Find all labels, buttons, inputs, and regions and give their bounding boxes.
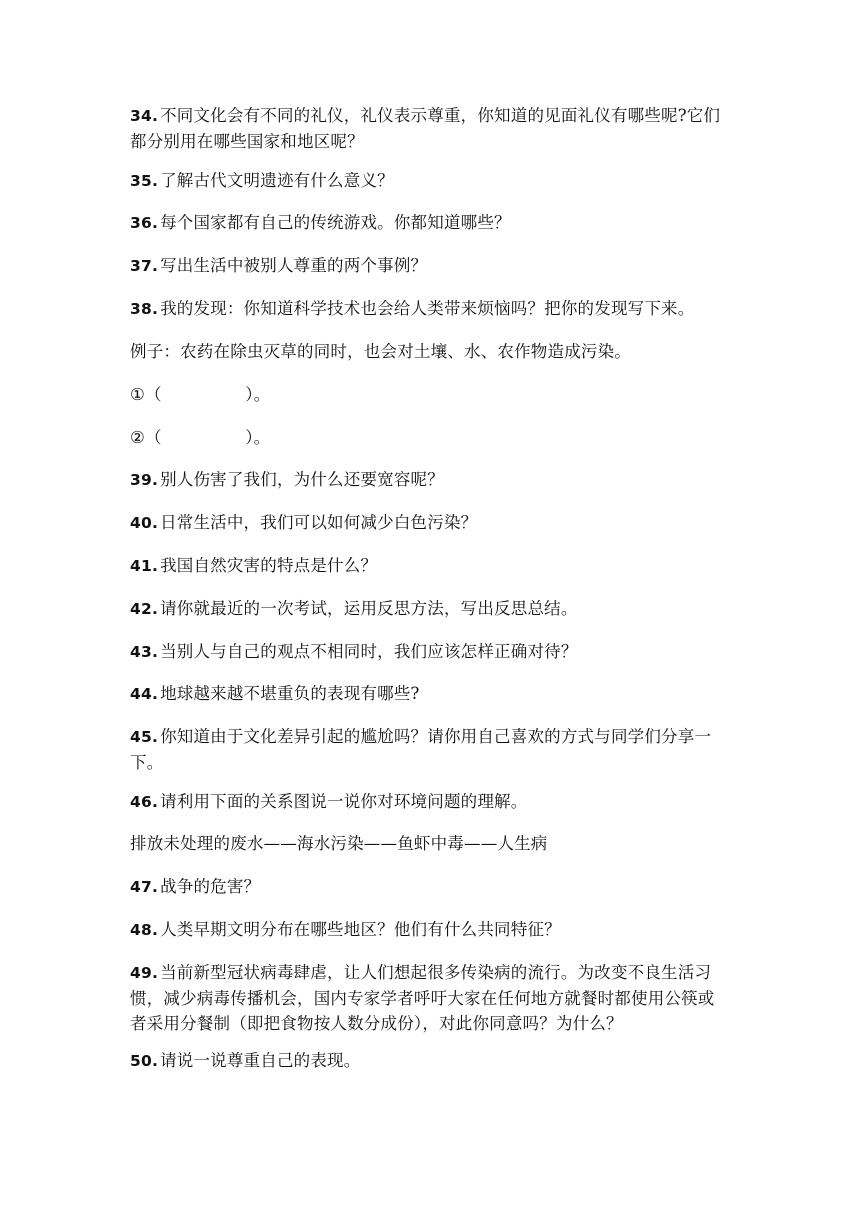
question-36 (130, 211, 730, 235)
question-text: 我国自然灾害的特点是什么？ (160, 556, 378, 575)
question-38 (130, 297, 730, 321)
q38-blank-2: ②（ ）。 (130, 428, 271, 447)
question-number: 40. (130, 514, 159, 532)
question-number: 44. (130, 685, 159, 703)
question-49 (130, 960, 730, 1036)
question-text: 写出生活中被别人尊重的两个事例？ (160, 256, 428, 275)
question-number: 36. (130, 214, 159, 232)
question-number: 35. (130, 172, 159, 190)
question-number: 34. (130, 107, 159, 125)
question-text: 别人伤害了我们，为什么还要宽容呢？ (160, 470, 444, 489)
question-number: 46. (130, 793, 159, 811)
question-45 (130, 724, 730, 775)
question-text: 战争的危害？ (160, 877, 261, 896)
question-number: 38. (130, 300, 159, 318)
question-text: 请说一说尊重自己的表现。 (160, 1051, 361, 1070)
question-42 (130, 597, 730, 621)
question-text: 我的发现：你知道科学技术也会给人类带来烦恼吗？把你的发现写下来。 (160, 299, 695, 318)
question-43 (130, 640, 730, 664)
question-text: 请你就最近的一次考试，运用反思方法，写出反思总结。 (160, 599, 578, 618)
question-text: 你知道由于文化差异引起的尴尬吗？请你用自己喜欢的方式与同学们分享一下。 (130, 727, 712, 772)
question-50 (130, 1049, 730, 1073)
question-text: 请利用下面的关系图说一说你对环境问题的理解。 (160, 792, 528, 811)
question-number: 39. (130, 471, 159, 489)
question-number: 49. (130, 964, 159, 982)
question-44 (130, 682, 730, 706)
question-text: 地球越来越不堪重负的表现有哪些? (160, 684, 420, 703)
question-number: 37. (130, 257, 159, 275)
question-text: 了解古代文明遗迹有什么意义？ (160, 171, 394, 190)
question-48 (130, 918, 730, 942)
question-34 (130, 103, 730, 154)
question-number: 43. (130, 643, 159, 661)
question-46 (130, 790, 730, 814)
question-text: 每个国家都有自己的传统游戏。你都知道哪些？ (160, 213, 511, 232)
q46-relation-chain: 排放未处理的废水——海水污染——鱼虾中毒——人生病 (130, 834, 548, 853)
question-number: 45. (130, 728, 159, 746)
question-number: 50. (130, 1052, 159, 1070)
q38-blank-1: ①（ ）。 (130, 385, 271, 404)
q38-example: 例子：农药在除虫灭草的同时，也会对土壤、水、农作物造成污染。 (130, 342, 631, 361)
question-text: 人类早期文明分布在哪些地区？他们有什么共同特征？ (160, 920, 561, 939)
question-text: 不同文化会有不同的礼仪，礼仪表示尊重，你知道的见面礼仪有哪些呢?它们都分别用在哪些国家和地区呢？ (130, 106, 721, 151)
question-number: 42. (130, 600, 159, 618)
question-text: 当别人与自己的观点不相同时，我们应该怎样正确对待？ (160, 642, 578, 661)
question-number: 47. (130, 878, 159, 896)
question-37 (130, 254, 730, 278)
question-text: 当前新型冠状病毒肆虐，让人们想起很多传染病的流行。为改变不良生活习惯，减少病毒传播机会，国内专家学者呼吁大家在任何地方就餐时都使用公筷或者采用分餐制（即把食物按人数分成份），对此你同意吗？为什么？ (130, 963, 715, 1033)
question-35 (130, 169, 730, 193)
question-47 (130, 875, 730, 899)
question-number: 41. (130, 557, 159, 575)
question-number: 48. (130, 921, 159, 939)
question-41 (130, 554, 730, 578)
question-40 (130, 511, 730, 535)
question-39 (130, 468, 730, 492)
question-text: 日常生活中，我们可以如何减少白色污染？ (160, 513, 478, 532)
